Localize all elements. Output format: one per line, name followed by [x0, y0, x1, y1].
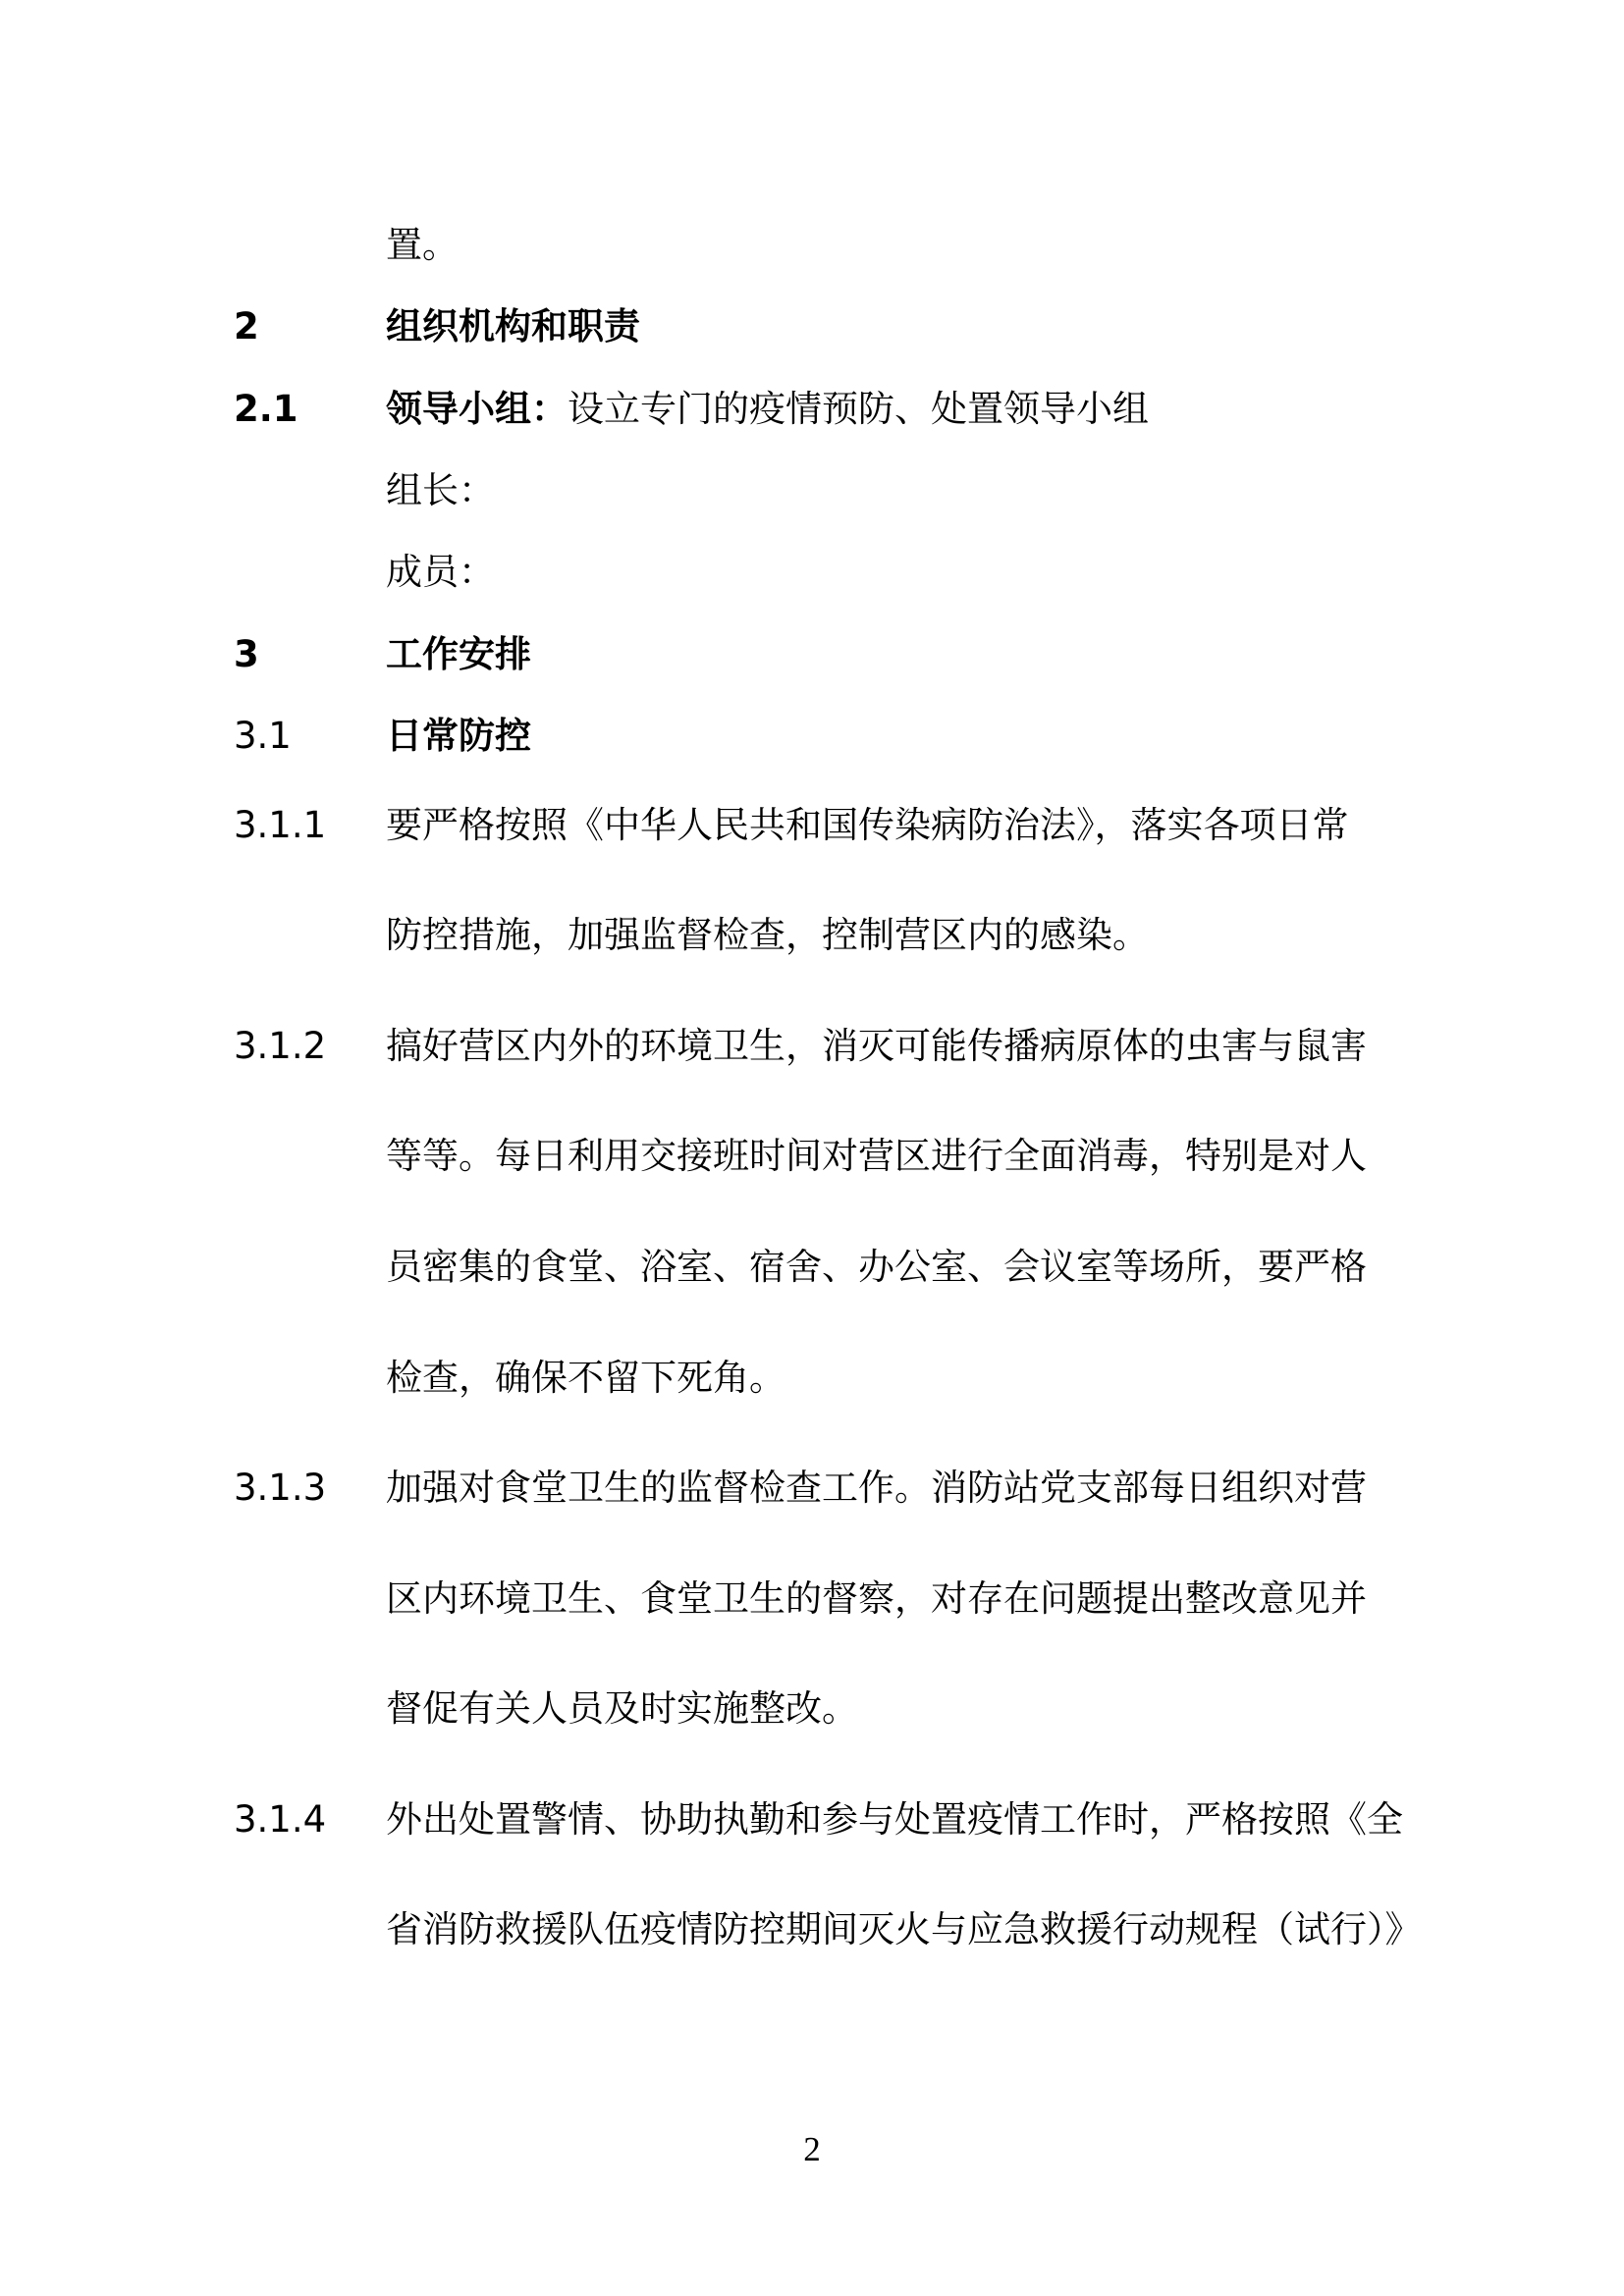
- section-title: 组织机构和职责: [386, 305, 640, 347]
- leadership-group-line: [386, 386, 1149, 433]
- item-text-line: 督促有关人员及时实施整改。: [386, 1687, 858, 1730]
- section-title: 日常防控: [386, 715, 531, 757]
- item-text-line: 区内环境卫生、食堂卫生的督察，对存在问题提出整改意见并: [386, 1577, 1367, 1620]
- item-text-line: 防控措施，加强监督检查，控制营区内的感染。: [386, 914, 1149, 956]
- item-text-line: 检查，确保不留下死角。: [386, 1357, 785, 1399]
- section-number: 3.1: [234, 715, 292, 757]
- section-number: 3: [234, 633, 259, 675]
- item-text-line: 等等。每日利用交接班时间对营区进行全面消毒，特别是对人: [386, 1135, 1367, 1177]
- page-number: 2: [803, 2130, 821, 2168]
- item-number: 3.1.2: [234, 1025, 327, 1067]
- continuation-text: 置。: [386, 224, 459, 266]
- leader-label: 组长：: [386, 469, 495, 511]
- item-number: 3.1.1: [234, 804, 327, 846]
- item-number: 3.1.3: [234, 1467, 327, 1509]
- leadership-group-label: 领导小组：: [386, 388, 568, 430]
- item-number: 3.1.4: [234, 1798, 327, 1841]
- item-text-line: 要严格按照《中华人民共和国传染病防治法》，落实各项日常: [386, 804, 1349, 846]
- item-text-line: 省消防救援队伍疫情防控期间灭火与应急救援行动规程（试行）》: [386, 1908, 1422, 1950]
- item-text-line: 搞好营区内外的环境卫生，消灭可能传播病原体的虫害与鼠害: [386, 1025, 1367, 1067]
- item-text-line: 员密集的食堂、浴室、宿舍、办公室、会议室等场所，要严格: [386, 1246, 1367, 1288]
- section-number: 2.1: [234, 388, 298, 430]
- members-label: 成员：: [386, 551, 495, 593]
- item-text-line: 外出处置警情、协助执勤和参与处置疫情工作时，严格按照《全: [386, 1798, 1403, 1841]
- section-title: 工作安排: [386, 633, 531, 675]
- leadership-group-text: 设立专门的疫情预防、处置领导小组: [568, 388, 1149, 430]
- section-number: 2: [234, 305, 259, 347]
- item-text-line: 加强对食堂卫生的监督检查工作。消防站党支部每日组织对营: [386, 1467, 1367, 1509]
